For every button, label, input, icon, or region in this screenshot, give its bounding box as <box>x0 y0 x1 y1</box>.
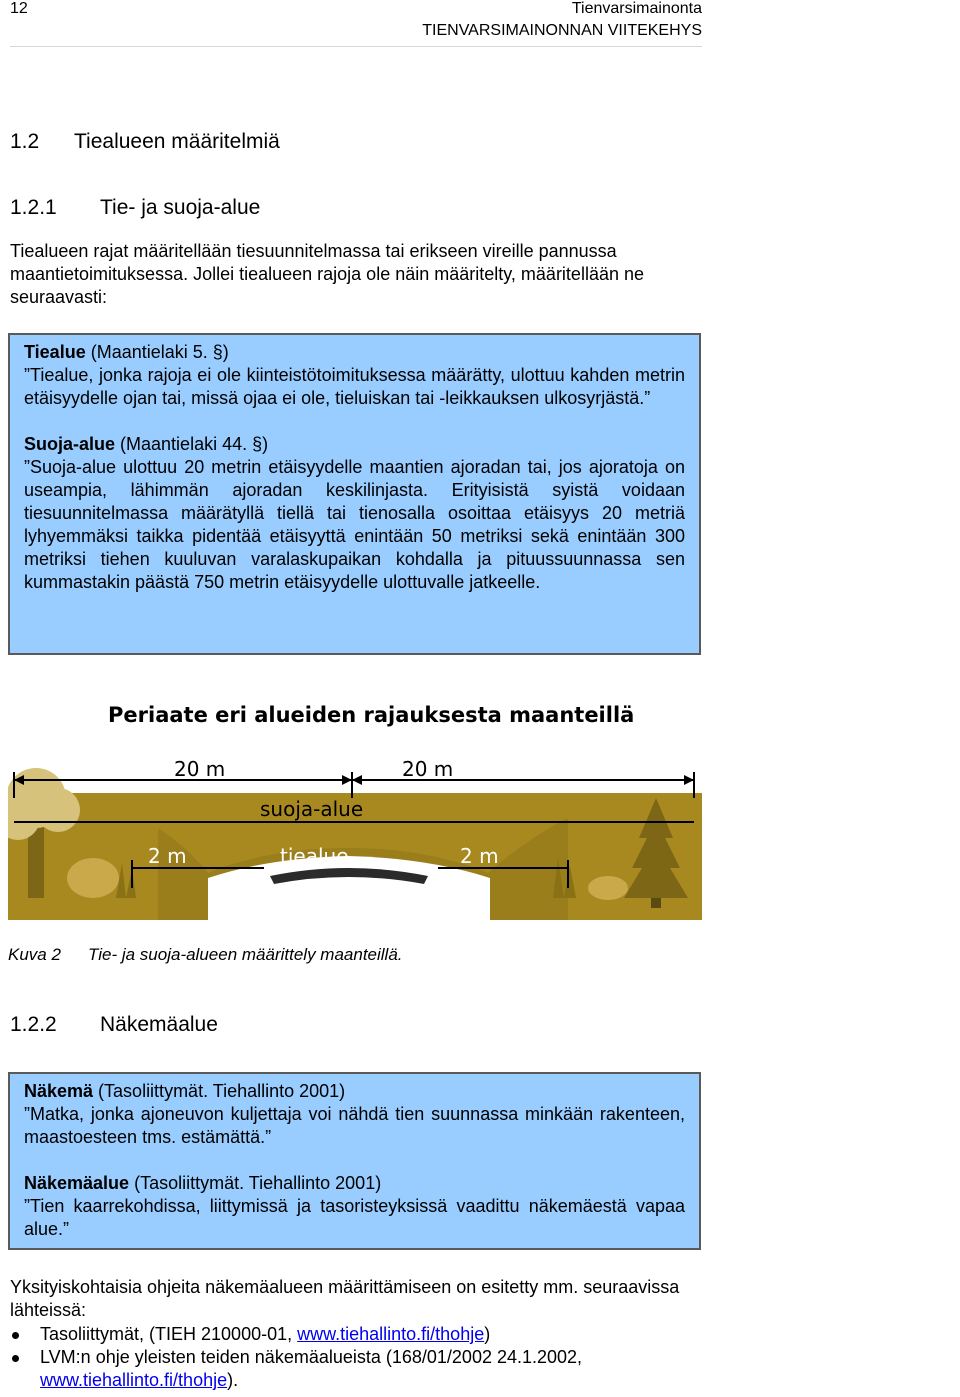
source-suffix: ). <box>227 1370 239 1390</box>
source-link[interactable]: www.tiehallinto.fi/thohje <box>297 1324 485 1344</box>
left-strip-label: 2 m <box>148 844 187 868</box>
reference: (Tasoliittymät. Tiehallinto 2001) <box>93 1081 346 1101</box>
section-heading-1-2-1 <box>10 196 260 220</box>
reference: (Maantielaki 44. §) <box>115 434 269 454</box>
section-title: Tie- ja suoja-alue <box>100 196 261 219</box>
term: Tiealue <box>24 342 86 362</box>
section-number: 1.2.2 <box>10 1013 57 1036</box>
left-width-label: 20 m <box>174 757 226 781</box>
definition-text: ”Matka, jonka ajoneuvon kuljettaja voi nähdä tien suunnassa minkään rakenteen, maastoesteen tms. estämättä.” <box>24 1104 685 1147</box>
bush-left-icon <box>67 858 119 898</box>
list-item <box>8 1323 702 1346</box>
reference: (Tasoliittymät. Tiehallinto 2001) <box>129 1173 382 1193</box>
right-strip-label: 2 m <box>460 844 499 868</box>
section-number: 1.2 <box>10 130 40 153</box>
header-title-line2: TIENVARSIMAINONNAN VIITEKEHYS <box>422 22 702 39</box>
source-text: LVM:n ohje yleisten teiden näkemäalueista (168/01/2002 24.1.2002, <box>40 1347 583 1367</box>
bullet-icon <box>12 1355 19 1362</box>
diagram-title: Periaate eri alueiden rajauksesta maanteillä <box>108 703 635 727</box>
running-header <box>422 0 702 42</box>
road-zones-diagram <box>8 698 702 920</box>
bullet-icon <box>12 1332 19 1339</box>
figure-caption <box>8 945 403 965</box>
reference: (Maantielaki 5. §) <box>85 342 229 362</box>
definition-text: ”Suoja-alue ulottuu 20 metrin etäisyydelle maantien ajoradan tai, jos ajoratoja on useampia, lähimmän ajoradan keskilinjasta. Erityisistä syistä voidaan tiesuunnitelmassa määrätyllä tiellä tai tienosalla osoittaa etäisyys 20 metriä lyhyemmäksi taikka pidentää etäisyyttä enintään 50 metriksi sekä enintään 300 metriksi tiehen kuuluvan varalaskupaikan kohdalla ja pituussuunnassa sen kummastakin päästä 750 metrin etäisyydelle ulottuvalle jatkeelle. <box>24 457 685 592</box>
outro-paragraph: Yksityiskohtaisia ohjeita näkemäalueen määrittämiseen on esitetty mm. seuraavissa lähteissä: <box>10 1277 680 1320</box>
definition-heading <box>24 341 685 364</box>
road-label: tiealue <box>280 844 349 868</box>
bush-right-icon <box>588 876 628 900</box>
list-item <box>8 1346 702 1392</box>
definition-box-tiealue <box>8 333 701 655</box>
source-suffix: ) <box>484 1324 491 1344</box>
page-number: 12 <box>10 0 28 17</box>
header-divider <box>10 46 702 47</box>
definition-heading <box>24 1080 685 1103</box>
source-text: Tasoliittymät, (TIEH 210000-01, <box>40 1324 298 1344</box>
intro-paragraph: Tiealueen rajat määritellään tiesuunnitelmassa tai erikseen vireille pannussa maantietoimituksessa. Jollei tiealueen rajoja ole näin määritelty, määritellään ne seuraavasti: <box>10 241 644 307</box>
section-heading-1-2 <box>10 130 280 154</box>
section-number: 1.2.1 <box>10 196 57 219</box>
definition-text: ”Tien kaarrekohdissa, liittymissä ja tasoristeyksissä vaadittu näkemäestä vapaa alue.” <box>24 1196 685 1239</box>
section-title: Tiealueen määritelmiä <box>74 130 280 153</box>
definition-heading <box>24 433 685 456</box>
caption-text: Tie- ja suoja-alueen määrittely maanteillä. <box>88 945 403 964</box>
zone-label: suoja-alue <box>260 797 364 821</box>
section-title: Näkemäalue <box>100 1013 218 1036</box>
section-heading-1-2-2 <box>10 1013 218 1037</box>
term: Näkemä <box>24 1081 94 1101</box>
source-link[interactable]: www.tiehallinto.fi/thohje <box>40 1370 228 1390</box>
right-width-label: 20 m <box>402 757 454 781</box>
definition-box-nakema <box>8 1072 701 1250</box>
term: Suoja-alue <box>24 434 116 454</box>
caption-label: Kuva 2 <box>8 945 61 964</box>
definition-text: ”Tiealue, jonka rajoja ei ole kiinteistötoimituksessa määrätty, ulottuu kahden metrin etäisyydelle ojan tai, missä ojaa ei ole, tieluiskan tai -leikkauksen ulkosyrjästä.” <box>24 365 685 408</box>
term: Näkemäalue <box>24 1173 130 1193</box>
header-title-line1: Tienvarsimainonta <box>571 0 702 17</box>
definition-heading <box>24 1172 685 1195</box>
sources-list <box>8 1323 702 1392</box>
